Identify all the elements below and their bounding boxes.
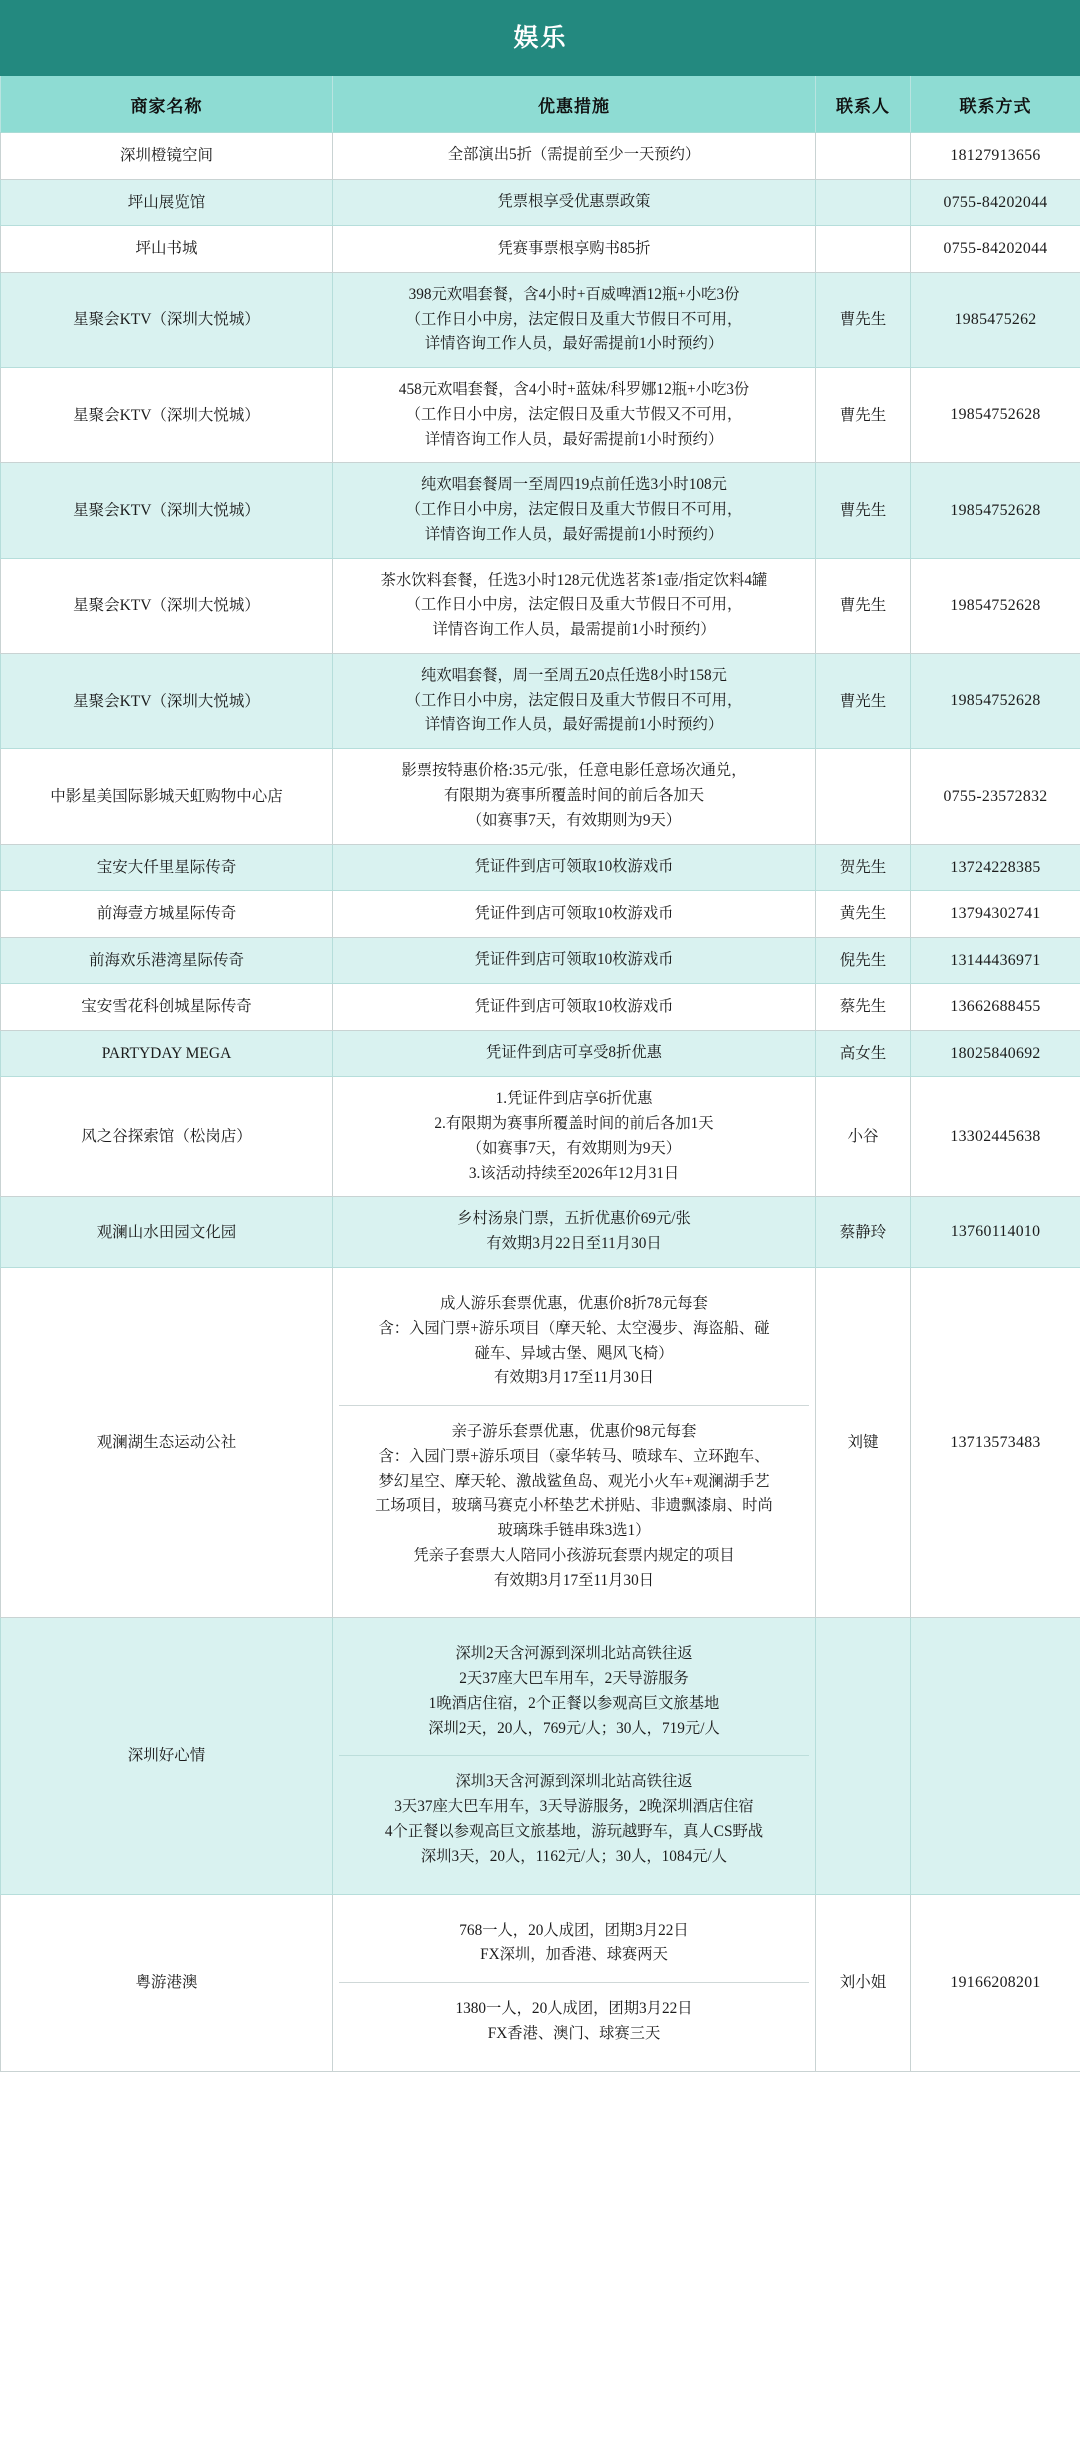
offer-cell: [333, 226, 816, 273]
merchant-name-cell: 星聚会KTV（深圳大悦城）: [1, 272, 333, 367]
offer-line: （工作日小中房，法定假日及重大节假又不可用，: [405, 405, 743, 423]
offer-line: 深圳2天，20人，769元/人；30人，719元/人: [428, 1719, 720, 1737]
offer-line: 有效期3月22日至11月30日: [486, 1235, 662, 1253]
offer-line: （工作日小中房，法定假日及重大节假日不可用，: [405, 596, 743, 614]
offer-cell: [333, 653, 816, 748]
table-row: [1, 1268, 1080, 1618]
column-header-merchant: 商家名称: [1, 76, 333, 133]
offer-line: 深圳3天，20人，1162元/人；30人，1084元/人: [420, 1847, 728, 1865]
offer-subtable: [339, 1628, 809, 1883]
offer-cell: [333, 1268, 816, 1618]
merchant-name-cell: 星聚会KTV（深圳大悦城）: [1, 463, 333, 558]
offer-lines: [339, 378, 809, 452]
offer-lines: [339, 664, 809, 738]
contact-method-cell: 13724228385: [911, 844, 1080, 891]
table-title-row: [1, 1, 1080, 76]
contact-person-cell: 黄先生: [816, 891, 911, 938]
contact-method-cell: 0755-84202044: [911, 179, 1080, 226]
offer-line: 3.该活动持续至2026年12月31日: [468, 1164, 680, 1182]
merchant-name-cell: 前海壹方城星际传奇: [1, 891, 333, 938]
merchant-name-cell: 深圳好心情: [1, 1618, 333, 1894]
offer-line: 深圳2天含河源到深圳北站高铁往返: [455, 1645, 693, 1663]
table-row: [1, 891, 1080, 938]
offer-cell: [333, 749, 816, 844]
offer-cell: [333, 368, 816, 463]
offer-line: 2天37座大巴车用车，2天导游服务: [459, 1670, 689, 1688]
offer-sub-cell: [339, 1406, 809, 1608]
contact-method-cell: 13662688455: [911, 984, 1080, 1031]
offer-lines: [339, 759, 809, 833]
offer-sub-cell: [339, 1905, 809, 1983]
offer-line: 含：入园门票+游乐项目（豪华转马、喷球车、立环跑车、: [378, 1447, 770, 1465]
offer-sub-row: [339, 1756, 809, 1884]
offer-lines: [339, 283, 809, 357]
offer-lines: [339, 237, 809, 262]
contact-person-cell: 刘键: [816, 1268, 911, 1618]
offer-line: 含：入园门票+游乐项目（摩天轮、太空漫步、海盗船、碰: [378, 1319, 770, 1337]
offer-line: 亲子游乐套票优惠，优惠价98元每套: [451, 1423, 697, 1441]
contact-person-cell: 蔡静玲: [816, 1197, 911, 1268]
contact-method-cell: 13794302741: [911, 891, 1080, 938]
offer-line: 玻璃珠手链串珠3选1）: [497, 1522, 651, 1540]
offer-line: 纯欢唱套餐，周一至周五20点任选8小时158元: [421, 666, 727, 684]
offer-line: 凭亲子套票大人陪同小孩游玩套票内规定的项目: [413, 1546, 735, 1564]
offer-line: 影票按特惠价格:35元/张，任意电影任意场次通兑，: [401, 762, 747, 780]
offer-line: （工作日小中房，法定假日及重大节假日不可用，: [405, 501, 743, 519]
merchant-name-cell: 坪山书城: [1, 226, 333, 273]
column-header-contact-method: 联系方式: [911, 76, 1080, 133]
offer-lines: [339, 190, 809, 215]
offer-line: 458元欢唱套餐，含4小时+蓝妹/科罗娜12瓶+小吃3份: [398, 381, 750, 399]
contact-person-cell: [816, 133, 911, 180]
merchant-name-cell: 坪山展览馆: [1, 179, 333, 226]
offer-sub-cell: [339, 1756, 809, 1884]
offer-line: 768一人，20人成团，团期3月22日: [459, 1921, 689, 1939]
offer-line: 乡村汤泉门票，五折优惠价69元/张: [457, 1210, 691, 1228]
contact-person-cell: 刘小姐: [816, 1894, 911, 2071]
offer-cell: [333, 891, 816, 938]
contact-method-cell: 19854752628: [911, 558, 1080, 653]
merchant-name-cell: 风之谷探索馆（松岗店）: [1, 1077, 333, 1197]
table-row: [1, 1077, 1080, 1197]
merchant-name-cell: 前海欢乐港湾星际传奇: [1, 937, 333, 984]
offer-lines: [339, 902, 809, 927]
contact-method-cell: 13302445638: [911, 1077, 1080, 1197]
merchant-name-cell: 星聚会KTV（深圳大悦城）: [1, 558, 333, 653]
column-header-offer: 优惠措施: [333, 76, 816, 133]
table-row: [1, 179, 1080, 226]
contact-person-cell: 曹先生: [816, 272, 911, 367]
table-header-row: [1, 76, 1080, 133]
offer-sub-cell: [339, 1628, 809, 1756]
offer-line: 4个正餐以参观高巨文旅基地，游玩越野车，真人CS野战: [384, 1823, 764, 1841]
contact-method-cell: 13713573483: [911, 1268, 1080, 1618]
offer-subtable: [339, 1278, 809, 1607]
merchant-name-cell: PARTYDAY MEGA: [1, 1030, 333, 1077]
table-row: [1, 937, 1080, 984]
contact-person-cell: 曹先生: [816, 558, 911, 653]
merchant-name-cell: 观澜湖生态运动公社: [1, 1268, 333, 1618]
offer-line: 有效期3月17至11月30日: [493, 1571, 655, 1589]
offer-line: 3天37座大巴车用车，3天导游服务，2晚深圳酒店住宿: [394, 1798, 754, 1816]
offer-line: （如赛事7天，有效期则为9天）: [466, 811, 682, 829]
table-row: [1, 1618, 1080, 1894]
contact-person-cell: [816, 179, 911, 226]
table-row: [1, 1197, 1080, 1268]
contact-method-cell: [911, 1618, 1080, 1894]
table-row: [1, 984, 1080, 1031]
offer-sub-cell: [339, 1983, 809, 2061]
contact-person-cell: 曹光生: [816, 653, 911, 748]
contact-person-cell: 贺先生: [816, 844, 911, 891]
offer-subtable: [339, 1905, 809, 2061]
offer-cell: [333, 1077, 816, 1197]
offer-cell: [333, 272, 816, 367]
contact-method-cell: 0755-23572832: [911, 749, 1080, 844]
offer-line: 详情咨询工作人员，最需提前1小时预约）: [432, 621, 716, 639]
offer-line: 凭证件到店可享受8折优惠: [486, 1044, 662, 1062]
table-row: [1, 749, 1080, 844]
contact-method-cell: 18127913656: [911, 133, 1080, 180]
table-row: [1, 368, 1080, 463]
offer-line: 详情咨询工作人员，最好需提前1小时预约）: [424, 525, 724, 543]
contact-person-cell: 曹先生: [816, 368, 911, 463]
table-row: [1, 272, 1080, 367]
offer-line: 工场项目，玻璃马赛克小杯垫艺术拼贴、非遗飘漆扇、时尚: [375, 1497, 773, 1515]
offer-sub-row: [339, 1406, 809, 1608]
offer-lines: [339, 855, 809, 880]
offer-lines: [339, 1041, 809, 1066]
offer-line: 梦幻星空、摩天轮、激战鲨鱼岛、观光小火车+观澜湖手艺: [378, 1472, 770, 1490]
offer-cell: [333, 179, 816, 226]
offer-cell: [333, 558, 816, 653]
offer-sub-cell: [339, 1278, 809, 1406]
contact-method-cell: 18025840692: [911, 1030, 1080, 1077]
contact-method-cell: 19166208201: [911, 1894, 1080, 2071]
offer-line: FX香港、澳门、球赛三天: [487, 2024, 661, 2042]
offer-line: （工作日小中房，法定假日及重大节假日不可用，: [405, 691, 743, 709]
merchant-name-cell: 深圳橙镜空间: [1, 133, 333, 180]
merchant-name-cell: 星聚会KTV（深圳大悦城）: [1, 368, 333, 463]
offer-lines: [339, 948, 809, 973]
merchant-name-cell: 粤游港澳: [1, 1894, 333, 2071]
contact-person-cell: 倪先生: [816, 937, 911, 984]
offer-cell: [333, 1618, 816, 1894]
merchant-name-cell: 宝安大仟里星际传奇: [1, 844, 333, 891]
offer-cell: [333, 844, 816, 891]
page-title: 娱乐: [1, 1, 1080, 76]
offer-line: 凭赛事票根享购书85折: [497, 239, 651, 257]
offer-lines: [339, 1207, 809, 1257]
offer-cell: [333, 984, 816, 1031]
offer-line: （工作日小中房，法定假日及重大节假日不可用，: [405, 310, 743, 328]
table-row: [1, 1030, 1080, 1077]
offer-line: 1晚酒店住宿，2个正餐以参观高巨文旅基地: [428, 1694, 720, 1712]
offer-line: 茶水饮料套餐，任选3小时128元优选茗茶1壶/指定饮料4罐: [380, 571, 768, 589]
table-row: [1, 1894, 1080, 2071]
offer-lines: [339, 995, 809, 1020]
contact-method-cell: 13144436971: [911, 937, 1080, 984]
offer-cell: [333, 937, 816, 984]
merchant-name-cell: 星聚会KTV（深圳大悦城）: [1, 653, 333, 748]
offer-sub-row: [339, 1278, 809, 1406]
offer-cell: [333, 463, 816, 558]
offer-line: 398元欢唱套餐，含4小时+百威啤酒12瓶+小吃3份: [408, 285, 740, 303]
merchant-name-cell: 观澜山水田园文化园: [1, 1197, 333, 1268]
contact-person-cell: 曹先生: [816, 463, 911, 558]
contact-method-cell: 1985475262: [911, 272, 1080, 367]
offer-line: 凭票根享受优惠票政策: [497, 192, 651, 210]
offer-lines: [339, 569, 809, 643]
offer-cell: [333, 133, 816, 180]
contact-person-cell: [816, 226, 911, 273]
offer-line: 深圳3天含河源到深圳北站高铁往返: [455, 1773, 693, 1791]
offer-line: 有限期为赛事所覆盖时间的前后各加天: [443, 786, 705, 804]
column-header-contact-person: 联系人: [816, 76, 911, 133]
merchant-name-cell: 中影星美国际影城天虹购物中心店: [1, 749, 333, 844]
table-row: [1, 844, 1080, 891]
offer-line: 凭证件到店可领取10枚游戏币: [474, 904, 674, 922]
offer-line: （如赛事7天，有效期则为9天）: [466, 1139, 682, 1157]
merchant-name-cell: 宝安雪花科创城星际传奇: [1, 984, 333, 1031]
offer-line: 凭证件到店可领取10枚游戏币: [474, 997, 674, 1015]
offer-sub-row: [339, 1905, 809, 1983]
offer-line: 全部演出5折（需提前至少一天预约）: [447, 146, 701, 164]
contact-method-cell: 13760114010: [911, 1197, 1080, 1268]
offer-line: 1380一人，20人成团，团期3月22日: [455, 2000, 693, 2018]
offer-sub-row: [339, 1628, 809, 1756]
offer-line: 碰车、异域古堡、飓风飞椅）: [474, 1344, 674, 1362]
contact-method-cell: 19854752628: [911, 368, 1080, 463]
contact-person-cell: [816, 1618, 911, 1894]
offer-line: 详情咨询工作人员，最好需提前1小时预约）: [424, 716, 724, 734]
contact-method-cell: 0755-84202044: [911, 226, 1080, 273]
table-row: [1, 558, 1080, 653]
offer-cell: [333, 1197, 816, 1268]
offer-line: 有效期3月17至11月30日: [493, 1369, 655, 1387]
offer-lines: [339, 1087, 809, 1186]
offer-line: 2.有限期为赛事所覆盖时间的前后各加1天: [434, 1115, 714, 1133]
table-row: [1, 463, 1080, 558]
offer-line: 成人游乐套票优惠，优惠价8折78元每套: [440, 1295, 708, 1312]
offer-cell: [333, 1030, 816, 1077]
offer-line: 凭证件到店可领取10枚游戏币: [474, 951, 674, 969]
table-row: [1, 226, 1080, 273]
offer-lines: [339, 143, 809, 168]
offer-line: 详情咨询工作人员，最好需提前1小时预约）: [424, 430, 724, 448]
offer-line: FX深圳，加香港、球赛两天: [480, 1946, 668, 1964]
offer-lines: [339, 473, 809, 547]
contact-method-cell: 19854752628: [911, 653, 1080, 748]
table-body: [1, 133, 1080, 2072]
offer-line: 凭证件到店可领取10枚游戏币: [474, 857, 674, 875]
offer-sub-row: [339, 1983, 809, 2061]
contact-person-cell: 高女生: [816, 1030, 911, 1077]
table-row: [1, 653, 1080, 748]
table-row: [1, 133, 1080, 180]
contact-person-cell: 小谷: [816, 1077, 911, 1197]
contact-person-cell: [816, 749, 911, 844]
offer-cell: [333, 1894, 816, 2071]
offer-line: 详情咨询工作人员，最好需提前1小时预约）: [424, 335, 724, 353]
offer-line: 1.凭证件到店享6折优惠: [495, 1090, 653, 1108]
contact-person-cell: 蔡先生: [816, 984, 911, 1031]
contact-method-cell: 19854752628: [911, 463, 1080, 558]
offer-line: 纯欢唱套餐周一至周四19点前任选3小时108元: [421, 476, 727, 494]
